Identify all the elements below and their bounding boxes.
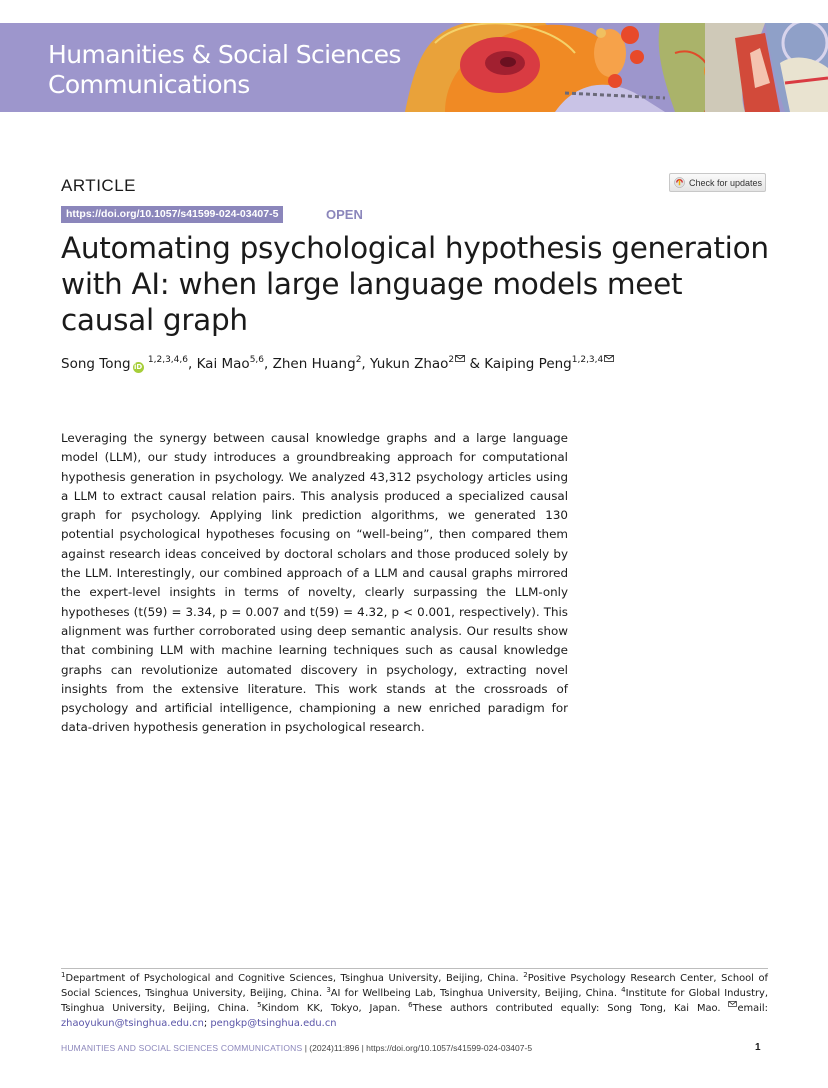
email-link-zhao[interactable]: zhaoyukun@tsinghua.edu.cn — [61, 1017, 204, 1029]
footer-citation[interactable]: | (2024)11:896 | https://doi.org/10.1057/s41599-024-03407-5 — [302, 1043, 533, 1053]
affiliation-mark: 4 — [621, 985, 626, 994]
email-link-peng[interactable]: pengkp@tsinghua.edu.cn — [210, 1017, 337, 1029]
paper-title: Automating psychological hypothesis generation with AI: when large language models meet causal graph — [61, 231, 769, 337]
author-affiliation-marks: 1,2,3,4 — [571, 355, 604, 365]
author-name[interactable]: Kaiping Peng — [484, 356, 572, 372]
author-affiliation-marks: 2 — [355, 355, 362, 365]
journal-banner — [0, 23, 828, 112]
email-separator: ; — [203, 1017, 208, 1029]
doi-link[interactable]: https://doi.org/10.1057/s41599-024-03407-5 — [61, 206, 283, 223]
affiliation-mark: 6 — [408, 1001, 413, 1009]
footer-journal-name: HUMANITIES AND SOCIAL SCIENCES COMMUNICATIONS — [61, 1043, 303, 1053]
affiliations — [61, 972, 768, 1031]
affiliation-mark: 3 — [326, 985, 331, 994]
affiliation-text: Institute for Global Industry, Tsinghua University, Beijing, China. — [61, 987, 769, 1014]
author-affiliation-marks: 1,2,3,4,6 — [147, 355, 188, 365]
journal-title[interactable] — [48, 40, 401, 100]
author-separator: , — [187, 356, 197, 372]
open-access-label: OPEN — [326, 207, 363, 222]
orcid-icon[interactable]: iD — [133, 363, 143, 371]
author-name[interactable]: Song Tong — [61, 356, 131, 372]
author-affiliation-marks: 2 — [448, 355, 455, 365]
author-list — [61, 354, 781, 374]
affiliation-text: Positive Psychology Research Center, School of Social Sciences, Tsinghua University, Beijing, China. — [61, 973, 768, 999]
page-footer — [61, 1043, 768, 1053]
affiliation-text: Department of Psychological and Cognitive Sciences, Tsinghua University, Beijing, China. — [65, 973, 524, 984]
author-name[interactable]: Kai Mao — [196, 356, 250, 372]
banner-artwork — [405, 23, 828, 112]
affiliation-mark: 1 — [61, 971, 66, 979]
journal-title-line1: Humanities & Social Sciences — [48, 40, 401, 69]
mail-icon[interactable] — [455, 355, 465, 362]
author-name[interactable]: Zhen Huang — [272, 356, 356, 372]
check-updates-icon — [674, 177, 685, 188]
affiliation-mark: 5 — [257, 1001, 262, 1009]
check-updates-label: Check for updates — [689, 177, 763, 188]
affiliation-mark: 2 — [523, 971, 528, 979]
mail-icon[interactable] — [604, 355, 614, 362]
abstract-text: Leveraging the synergy between causal knowledge graphs and a large language model (LLM), our study introduces a groundbreaking approach for computational hypothesis generation in psychology. We analyzed 43,312 psychology articles using a LLM to extract causal relation pairs. This analysis produced a specialized causal graph for psychology. Applying link prediction algorithms, we generated 130 potential psychological hypotheses focusing on “well-being”, then compared them against research ideas conceived by doctoral scholars and those produced solely by the LLM. Interestingly, our combined approach of a LLM and causal graphs mirrored the expert-level insights in terms of novelty, clearly surpassing the LLM-only hypotheses (t(59) = 3.34, p = 0.007 and t(59) = 4.32, p < 0.001, respectively). This alignment was further corroborated using deep semantic analysis. Our results show that combining LLM with machine learning techniques such as causal knowledge graphs can revolutionize automated discovery in psychology, extracting novel insights from the extensive literature. This work stands at the crossroads of psychology and artificial intelligence, championing a new enriched paradigm for data-driven hypothesis generation in psychological research. — [61, 431, 568, 735]
abstract — [61, 429, 568, 738]
page-number: 1 — [755, 1042, 761, 1053]
author-separator: , — [264, 356, 273, 372]
article-type-label: ARTICLE — [61, 176, 136, 195]
journal-title-line2: Communications — [48, 70, 250, 99]
author-name[interactable]: Yukun Zhao — [370, 356, 449, 372]
affiliation-text: These authors contributed equally: Song Tong, Kai Mao. — [412, 1003, 729, 1014]
check-for-updates-button[interactable] — [669, 173, 766, 192]
author-separator: & — [465, 356, 485, 372]
affiliations-divider — [61, 968, 768, 969]
affiliation-text: Kindom KK, Tokyo, Japan. — [261, 1003, 409, 1014]
author-affiliation-marks: 5,6 — [249, 355, 265, 365]
affiliation-text: AI for Wellbeing Lab, Tsinghua University, Beijing, China. — [330, 987, 622, 999]
email-label: email: — [737, 1003, 768, 1014]
author-separator: , — [361, 356, 371, 372]
